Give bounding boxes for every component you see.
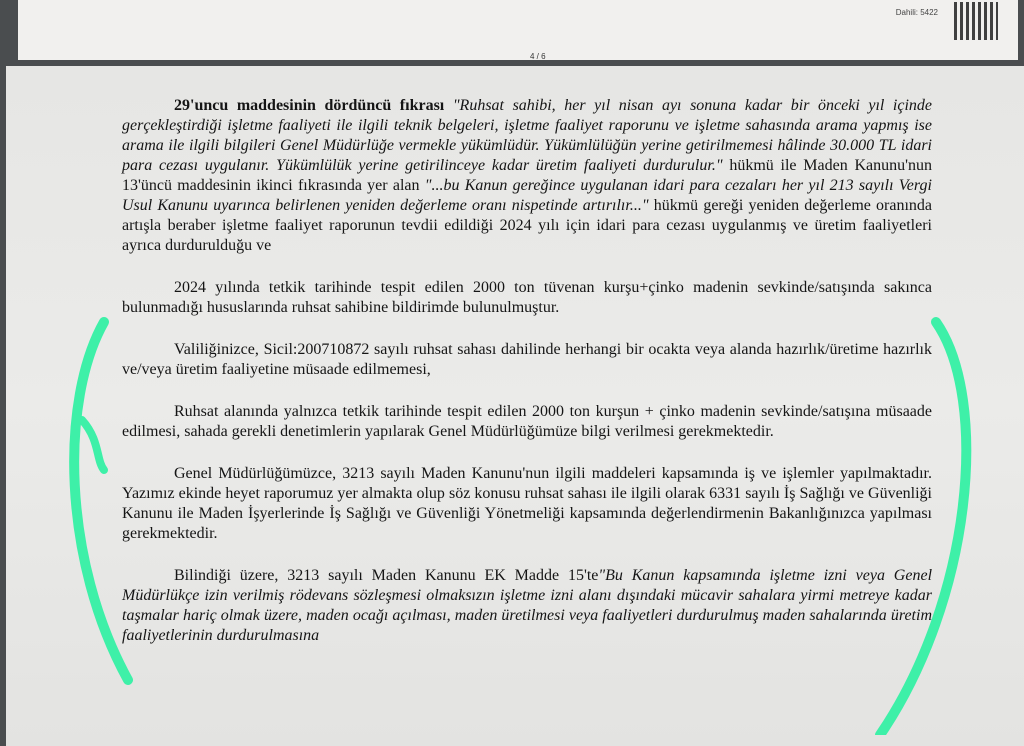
paragraph-4: Ruhsat alanında yalnızca tetkik tarihinde tespit edilen 2000 ton kurşun + çinko madenin sevkinde/satışına müsaade edilmesi, sahada gerekli denetimlerin yapılarak Genel Müdürlüğümüze bilgi verilmesi gerekmektedir. — [122, 403, 932, 440]
document-body — [122, 96, 932, 668]
paragraph-6 — [122, 566, 932, 646]
paragraph-1-end: hükmü gereği yeniden değerleme oranında artışla beraber işletme faaliyet raporunun tevdii edildiği 2024 yılı için idari para cezası uygulanmış ve üretim faaliyetleri ayrıca durdurulduğu ve — [122, 197, 933, 254]
document-page — [6, 66, 1024, 746]
previous-page — [18, 0, 1018, 60]
quote-3: "Bu Kanun kapsamında işletme izni veya Genel Müdürlükçe izin verilmiş rödevans sözleşmesi olmaksızın işletme izni alanı dışındaki mücavir sahalara yirmi metreye kadar taşmalar hariç olmak üzere, maden ocağı açılması, maden üretilmesi veya faaliyetleri durdurulmuş maden sahalarında üretim faaliyetlerinin durdurulmasına — [122, 567, 933, 644]
paragraph-3: Valiliğinizce, Sicil:200710872 sayılı ruhsat sahası dahilinde herhangi bir ocakta veya alanda hazırlık/üretime hazırlık ve/veya üretim faaliyetine müsaade edilmemesi, — [122, 341, 932, 378]
paragraph-6-start: Bilindiği üzere, 3213 sayılı Maden Kanunu EK Madde 15'te — [174, 567, 599, 584]
paragraph-1 — [122, 96, 932, 256]
quote-2: "...bu Kanun gereğince uygulanan idari para cezaları her yıl 213 sayılı Vergi Usul Kanunu uyarınca belirlenen yeniden değerleme oranı nispetinde artırılır..." — [122, 177, 932, 214]
article-reference: 29'uncu maddesinin dördüncü fıkrası — [174, 97, 445, 114]
qr-code-icon — [954, 2, 998, 40]
paragraph-5: Genel Müdürlüğümüzce, 3213 sayılı Maden Kanunu'nun ilgili maddeleri kapsamında iş ve işlemler yapılmaktadır. Yazımız ekinde heyet raporumuz yer almakta olup söz konusu ruhsat sahası ile ilgili olarak 6331 sayılı İş Sağlığı ve Güvenliği Kanunu ile Maden İşyerlerinde İş Sağlığı ve Güvenliği Yönetmeliği kapsamında değerlendirmenin Bakanlığınızca yapılması gerekmektedir. — [122, 465, 932, 542]
page-indicator: 4 / 6 — [530, 52, 546, 61]
quote-1: "Ruhsat sahibi, her yıl nisan ayı sonuna kadar bir önceki yıl içinde gerçekleştirdiği işletme faaliyeti ile ilgili teknik belgeleri, işletme faaliyet raporunu ve işletme sahasında arama yapmış ise arama ile ilgili bilgileri Genel Müdürlüğe vermekle yükümlüdür. Yükümlülüğün yerine getirilmemesi hâlinde 30.000 TL idari para cezası uygulanır. Yükümlülük yerine getirilinceye kadar üretim faaliyeti durdurulur." — [122, 97, 933, 174]
paragraph-1-middle: hükmü ile Maden Kanunu'nun 13'üncü maddesinin ikinci fıkrasında yer alan — [122, 157, 933, 194]
internal-number: Dahili: 5422 — [895, 8, 938, 17]
paragraph-2: 2024 yılında tetkik tarihinde tespit edilen 2000 ton tüvenan kurşu+çinko madenin sevkinde/satışında sakınca bulunmadığı hususlarında ruhsat sahibine bildirimde bulunulmuştur. — [122, 279, 932, 316]
